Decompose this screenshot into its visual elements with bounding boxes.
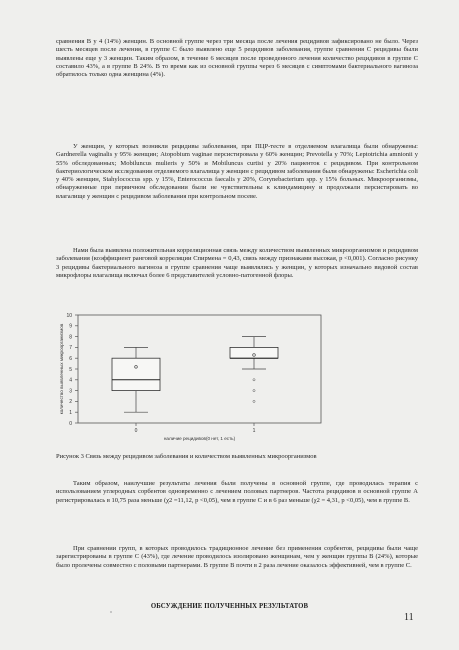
figure-caption: Рисунок 3 Связь между рецидивом заболевания и количеством выявленных микроорганизмов <box>56 453 317 460</box>
paragraph-conclusion <box>56 480 418 505</box>
y-tick-label: 9 <box>69 323 72 330</box>
y-tick-label: 1 <box>69 410 72 416</box>
x-tick-label: 0 <box>134 428 138 434</box>
y-tick-label: 2 <box>69 399 72 406</box>
outlier-point <box>253 379 255 381</box>
paragraph-pcr-findings <box>56 143 418 201</box>
box-0 <box>112 358 160 390</box>
paragraph-correlation <box>56 247 418 280</box>
paragraph-text: Нами была выявлена положительная корреляционная связь между количеством выявленных микроорганизмов и рецидивом заболевания (коэффициент ранговой корреляции Спирмена = 0,43, связь между признаками высокая, p <0,001). Согласно рисунку 3 рецидивы бактериального вагиноза в группе сравнения чаще выявлялись у женщин, у которых изначально видовой состав микрофлоры влагалища включал более 6 представителей условно-патогенной флоры. <box>56 247 418 279</box>
y-tick-label: 6 <box>69 356 72 362</box>
x-tick-label: 1 <box>252 428 256 434</box>
section-heading: ОБСУЖДЕНИЕ ПОЛУЧЕННЫХ РЕЗУЛЬТАТОВ <box>150 603 309 610</box>
outlier-point <box>253 400 255 402</box>
y-tick-label: 10 <box>66 312 72 319</box>
paragraph-text: У женщин, у которых возникли рецидивы заболевания, при ПЦР-тесте в отделяемом влагалища были обнаружены: Gardnerella vaginalis у 95% женщин; Atopobium vaginae персистировала у 60% женщин; Prevotella у 70%; Leptotrichia amnionii у 55% обследованных; Mobiluncus mulieris у 50% и Mobiluncus curtisi у 20% пациенток с рецидивом. При контрольном бактериологическом исследовании отделяемого влагалища у женщин с рецидивом заболевания были обнаружены: Escherichia coli у 40% женщин, Stahylococcus spp. у 15%, Enterococcus faecalis у 20%, Corynebacterium spp. у 15% больных. Микроорганизмы, обнаруженные при первичном обследовании были не чувствительны к клиндамицину и продолжали персистировать во влагалище у женщин с рецидивом заболевания при контрольном посеве. <box>56 143 418 200</box>
y-tick-label: 8 <box>69 334 72 341</box>
boxplot-chart <box>56 311 326 443</box>
y-tick-label: 0 <box>69 420 72 427</box>
outlier-point <box>253 390 255 392</box>
y-tick-label: 4 <box>69 377 72 384</box>
y-tick-label: 3 <box>69 388 72 395</box>
boxplot-figure <box>56 311 326 443</box>
page-number: 11 <box>404 612 414 623</box>
y-tick-label: 5 <box>69 366 72 373</box>
box-1 <box>230 347 278 358</box>
y-axis-label: количество выявленных микроорганизмов <box>59 323 64 415</box>
y-tick-label: 7 <box>69 345 72 352</box>
paragraph-group-comparison <box>56 545 418 570</box>
paragraph-text: Таким образом, наилучшие результаты лечения были получены в основной группе, где проводилась терапия с использованием углеродных сорбентов одновременно с лечением половых партнеров. Частота рецидивов в основной группе А регистрировалась в 10,75 раза меньше (χ2 =11,12, p <0,05), чем в группе С и в 6 раз меньше (χ2 = 4,31, p <0,05), чем в группе В. <box>56 480 418 504</box>
paragraph-text: При сравнении групп, в которых проводилось традиционное лечение без применения сорбентов, рецидивы были чаще зарегистрированы в группе С (43%), где лечение проводилось изолировано женщинам, чем у женщин группы В (24%), которые было пролечены совместно с половыми партнерами. В группе В почти в 2 раза лечение оказалось эффективней, чем в группе С. <box>56 545 418 569</box>
paragraph-recurrence-counts <box>56 38 418 79</box>
scan-speck <box>110 611 112 613</box>
paragraph-text: сравнения В у 4 (14%) женщин. В основной группе через три месяца после лечения рецидивов зафиксировано не было. Через шесть месяцев после лечения, в группе С было выявлено еще 5 рецидивов заболевания, группе сравнения С рецидивы были выявлены еще у 3 женщин. Таким образом, в течение 6 месяцев после проведенного лечения количество рецидивов в группе С составило 43%, а в группе В 24%. В то время как из основной группы через 6 месяцев с симптомами бактериального вагиноза обратилось только одна женщина (4%). <box>56 38 418 79</box>
x-axis-label: наличие рецидивов(0 нет, 1 есть) <box>163 436 236 441</box>
